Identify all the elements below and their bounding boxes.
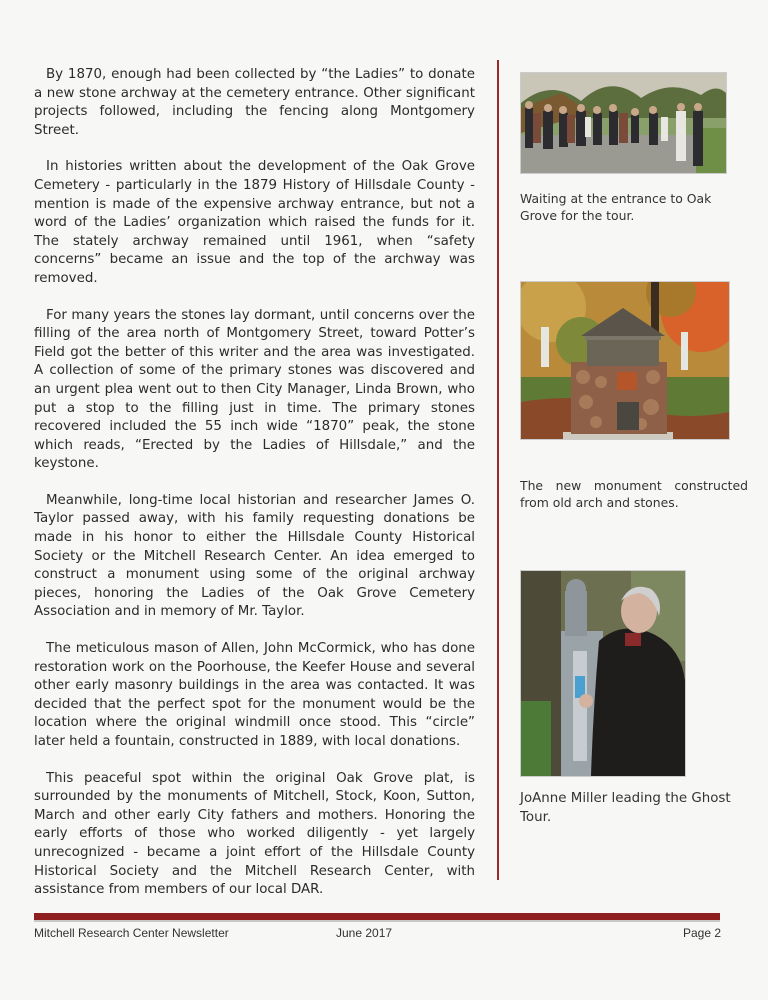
footer-newsletter-name: Mitchell Research Center Newsletter xyxy=(34,926,229,940)
article-paragraph-6: This peaceful spot within the original Oak Grove plat, is surrounded by the monuments of Mitchell, Stock, Koon, Sutton, March and other early City fathers and mothers. Honoring the early efforts of those who worked diligently - yet largely unrecognized - became a joint effort of the Hillsdale County Historical Society and the Mitchell Research Center, with assistance from members of our local DAR. xyxy=(34,770,475,898)
photo-monument xyxy=(520,281,730,440)
photo-caption-2: The new monument constructed from old arch and stones. xyxy=(520,478,748,510)
footer-page-number: Page 2 xyxy=(683,926,722,940)
photo-monument-image xyxy=(521,282,729,439)
article-paragraph-3: For many years the stones lay dormant, until concerns over the filling of the area north of Montgomery Street, toward Potter’s Field got the better of this writer and the area was investigated. A collection of some of the primary stones was discovered and an urgent plea went out to then City Manager, Linda Brown, who put a stop to the filling just in time. The primary stones recovered included the 55 inch wide “1870” peak, the stone which reads, “Erected by the Ladies of Hillsdale,” and the keystone. xyxy=(34,307,475,472)
article-paragraph-5: The meticulous mason of Allen, John McCormick, who has done restoration work on the Poorhouse, the Keefer House and several other early masonry buildings in the area was contacted. It was decided that the perfect spot for the monument would be the location where the original windmill once stood. This “circle” later held a fountain, constructed in 1889, with local donations. xyxy=(34,641,475,749)
photo-group-at-entrance-image xyxy=(521,73,726,173)
column-divider xyxy=(497,60,499,880)
photo-group-at-entrance xyxy=(520,72,727,174)
article-column xyxy=(34,66,475,918)
footer-rule xyxy=(34,913,720,920)
photo-sidebar xyxy=(520,72,748,827)
photo-joanne-miller-image xyxy=(521,571,685,776)
article-paragraph-2: In histories written about the development of the Oak Grove Cemetery - particularly in the 1879 History of Hillsdale County - mention is made of the expensive archway entrance, but not a word of the Ladies’ organization which raised the funds for it. The stately archway remained until 1961, when “safety concerns” became an issue and the top of the archway was removed. xyxy=(34,159,475,286)
article-paragraph-1: By 1870, enough had been collected by “the Ladies” to donate a new stone archway at the cemetery entrance. Other significant projects followed, including the fencing along Montgomery Street. xyxy=(34,67,475,138)
footer-date: June 2017 xyxy=(336,926,393,940)
photo-caption-1: Waiting at the entrance to Oak Grove for the tour. xyxy=(520,191,712,223)
photo-joanne-miller xyxy=(520,570,686,777)
article-paragraph-4: Meanwhile, long-time local historian and researcher James O. Taylor passed away, with his family requesting donations be made in his honor to either the Hillsdale County Historical Society or the Mitchell Research Center. An idea emerged to construct a monument using some of the original archway pieces, honoring the Ladies of the Oak Grove Cemetery Association and in memory of Mr. Taylor. xyxy=(34,492,475,620)
photo-caption-3: JoAnne Miller leading the Ghost Tour. xyxy=(520,791,731,825)
footer-rule-shadow xyxy=(34,920,720,922)
